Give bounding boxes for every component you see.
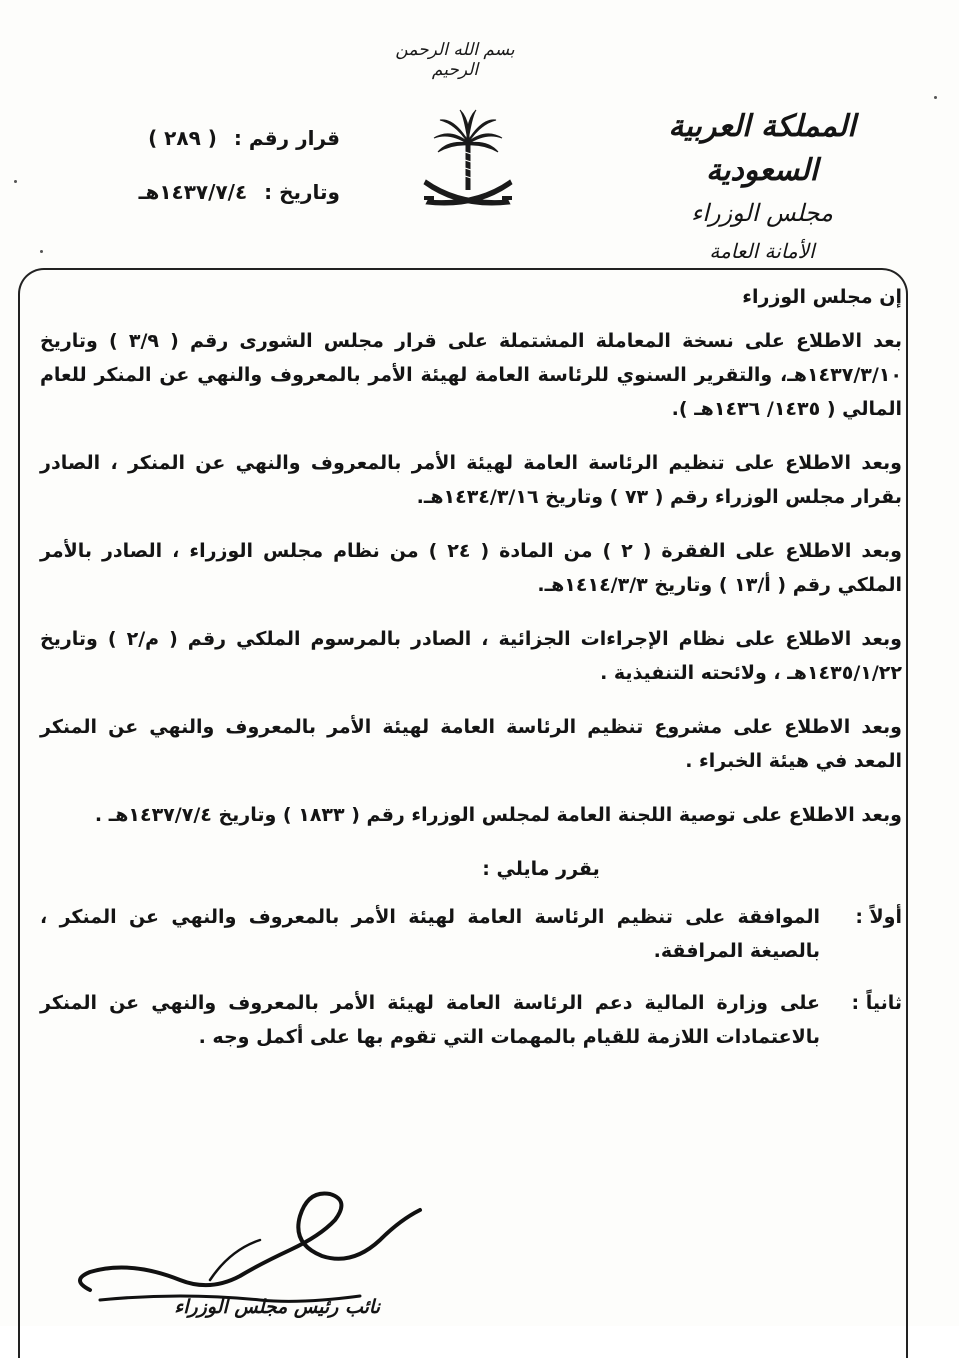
item-number: أولاً : — [855, 906, 902, 928]
date-label: وتاريخ : — [264, 180, 340, 204]
signatory-title-text: نائب رئيس مجلس الوزراء — [174, 1296, 380, 1318]
basmala: بسم الله الرحمن الرحيم — [395, 40, 515, 80]
scan-speck — [934, 96, 937, 99]
paragraph: وبعد الاطلاع على مشروع تنظيم الرئاسة العامة لهيئة الأمر بالمعروف والنهي عن المنكر المعد في هيئة الخبراء . — [40, 716, 902, 772]
kingdom-name: المملكة العربية السعودية — [668, 109, 856, 188]
scan-speck — [14, 180, 17, 183]
decision-item — [40, 986, 902, 1054]
decision-item — [40, 900, 902, 968]
decision-number-line — [100, 118, 340, 158]
scan-speck — [40, 250, 43, 253]
signatory-title — [110, 1296, 380, 1318]
paragraph: بعد الاطلاع على نسخة المعاملة المشتملة على قرار مجلس الشورى رقم ( ٣/٩ ) وتاريخ ١٤٣٧/٣/١٠هـ، والتقرير السنوي للرئاسة العامة لهيئة الأمر بالمعروف والنهي عن المنكر للعام المالي ( ١٤٣٥/ ١٤٣٦هـ ). — [40, 330, 902, 420]
item-number: ثانياً : — [851, 992, 902, 1014]
secretariat-name: الأمانة العامة — [709, 239, 815, 263]
saudi-emblem-icon — [420, 108, 516, 220]
item-text: الموافقة على تنظيم الرئاسة العامة لهيئة الأمر بالمعروف والنهي عن المنكر ، بالصيغة المرافقة. — [40, 906, 820, 962]
opening-line: إن مجلس الوزراء — [742, 286, 902, 308]
paragraph: وبعد الاطلاع على نظام الإجراءات الجزائية ، الصادر بالمرسوم الملكي رقم ( م/٢ ) وتاريخ ١٤٣٥/١/٢٢هـ ، ولائحته التنفيذية . — [40, 628, 902, 684]
paragraph: وبعد الاطلاع على تنظيم الرئاسة العامة لهيئة الأمر بالمعروف والنهي عن المنكر ، الصادر بقرار مجلس الوزراء رقم ( ٧٣ ) وتاريخ ١٤٣٤/٣/١٦هـ. — [40, 452, 902, 508]
decision-number: ( ٢٨٩ ) — [148, 126, 217, 150]
paragraph: وبعد الاطلاع على توصية اللجنة العامة لمجلس الوزراء رقم ( ١٨٣٣ ) وتاريخ ١٤٣٧/٧/٤هـ . — [94, 804, 902, 826]
letterhead — [617, 105, 907, 269]
council-name: مجلس الوزراء — [690, 199, 834, 227]
decision-date-line — [100, 172, 340, 212]
decision-label: قرار رقم : — [233, 126, 340, 150]
date-value: ١٤٣٧/٧/٤هـ — [138, 180, 248, 204]
decides-heading: يقرر مايلي : — [482, 858, 600, 880]
decision-body — [40, 280, 902, 1072]
decision-info — [100, 118, 340, 226]
paragraph: وبعد الاطلاع على الفقرة ( ٢ ) من المادة ( ٢٤ ) من نظام مجلس الوزراء ، الصادر بالأمر الملكي رقم ( أ/١٣ ) وتاريخ ١٤١٤/٣/٣هـ. — [40, 540, 902, 596]
item-text: على وزارة المالية دعم الرئاسة العامة لهيئة الأمر بالمعروف والنهي عن المنكر بالاعتمادات اللازمة للقيام بالمهمات التي تقوم بها على أكمل وجه . — [40, 992, 820, 1048]
